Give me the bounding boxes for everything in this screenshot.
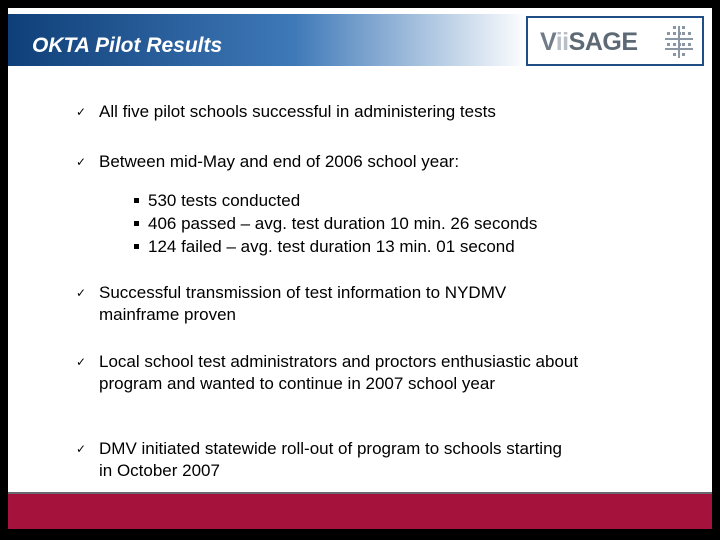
sub-bullet-text: 406 passed – avg. test duration 10 min. 26 seconds xyxy=(148,214,538,233)
bullet-text: Between mid-May and end of 2006 school year: xyxy=(99,152,460,171)
logo-grid-icon xyxy=(664,25,694,59)
sub-bullet-text: 124 failed – avg. test duration 13 min. 01 second xyxy=(148,237,515,256)
slide-content xyxy=(8,72,712,492)
bullet-text: Successful transmission of test information to NYDMV mainframe proven xyxy=(99,283,507,324)
sub-bullet-text: 530 tests conducted xyxy=(148,191,301,210)
check-icon: ✓ xyxy=(76,155,87,169)
square-bullet-icon xyxy=(134,221,139,226)
bullet-text: DMV initiated statewide roll-out of program to schools starting in October 2007 xyxy=(99,439,562,480)
check-icon: ✓ xyxy=(76,286,87,300)
slide-header xyxy=(8,8,712,72)
square-bullet-icon xyxy=(134,198,139,203)
bullet-text: All five pilot schools successful in administering tests xyxy=(99,102,496,121)
check-icon: ✓ xyxy=(76,355,87,369)
slide xyxy=(8,8,712,529)
square-bullet-icon xyxy=(134,244,139,249)
logo-wordmark: ViiSAGE xyxy=(540,28,638,56)
check-icon: ✓ xyxy=(76,442,87,456)
viisage-logo xyxy=(526,16,704,66)
bullet-text: Local school test administrators and proctors enthusiastic about program and wanted to continue in 2007 school year xyxy=(99,352,579,393)
check-icon: ✓ xyxy=(76,105,87,119)
slide-title: OKTA Pilot Results xyxy=(32,34,223,57)
footer-bar xyxy=(8,494,712,529)
